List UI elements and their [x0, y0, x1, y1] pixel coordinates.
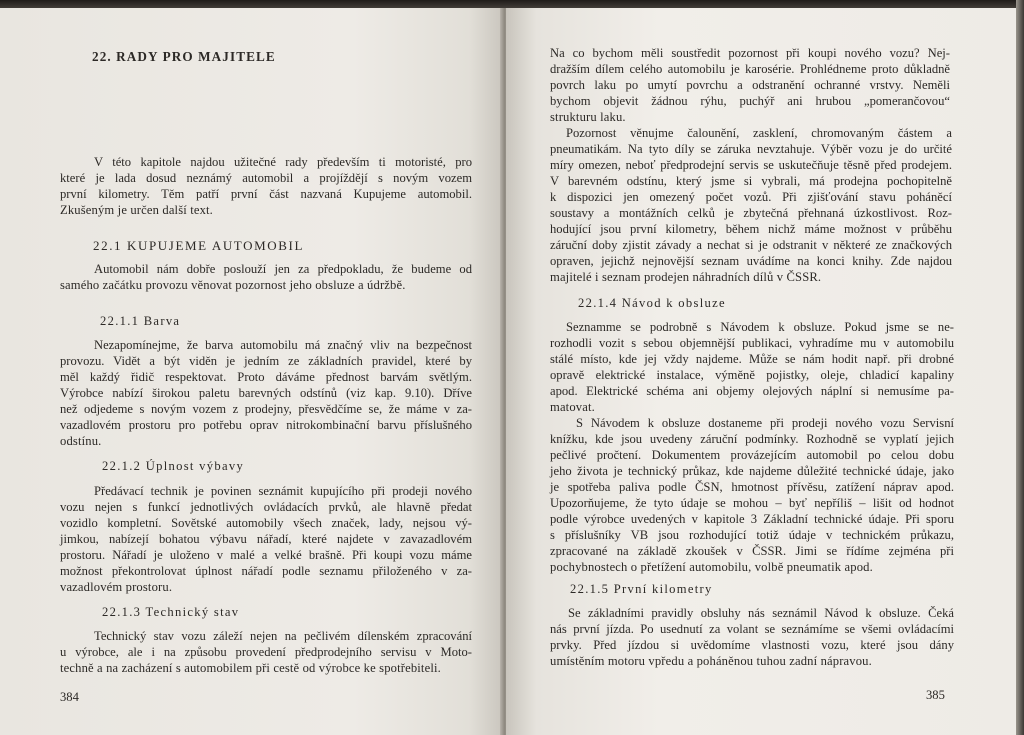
- text-line: měl každý řidič respektovat. Proto dáváme přednost barvám světlým.: [60, 370, 472, 384]
- text-line: Automobil nám dobře poslouží jen za předpokladu, že budeme od: [94, 262, 472, 276]
- text-line: Na co bychom měli soustředit pozornost při koupi nového vozu? Nej-: [550, 46, 950, 60]
- text-line: Se základními pravidly obsluhy nás seznámil Návod k obsluze. Čeká: [568, 606, 954, 620]
- text-line: Pozornost věnujme čalounění, zasklení, chromovaným částem a: [566, 126, 952, 140]
- text-line: vozidlo kompletní. Sovětské automobily všech značek, lady, nejsou vý-: [60, 516, 472, 530]
- text-line: Zkušeným je určen další text.: [60, 203, 213, 217]
- page-number: 385: [926, 688, 945, 702]
- text-line: dražším dílem celého automobilu je karosérie. Prohlédneme proto důkladně: [550, 62, 950, 76]
- subsection-heading-navod: 22.1.4 Návod k obsluze: [578, 296, 726, 310]
- text-line: samého začátku provozu věnovat pozornost jeho obsluze a údržbě.: [60, 278, 406, 292]
- scan-right-edge: [1016, 0, 1024, 735]
- text-line: k dispozici jen omezený počet vozů. Při zjišťování stavu poháněcí: [550, 190, 952, 204]
- text-line: které je lada dosud neznámý automobil a projíždějí s novým vozem: [60, 171, 472, 185]
- text-line: povrch laku po umytí povrchu a odstranění ochranné vrstvy. Neměli: [550, 78, 950, 92]
- subsection-heading-stav: 22.1.3 Technický stav: [102, 605, 240, 619]
- text-line: nás první jízda. Po usednutí za volant se seznámíme se všemi ovládacími: [550, 622, 954, 636]
- chapter-title: 22. RADY PRO MAJITELE: [92, 49, 276, 64]
- text-line: techně a na zacházení s automobilem při cestě od výrobce ke spotřebiteli.: [60, 661, 441, 675]
- text-line: Upozorňujeme, že tyto údaje se mohou – byť nepříliš – lišit od hodnot: [550, 496, 954, 510]
- text-line: s příslušníky VB jsou rozhodující totiž údaje v technickém průkazu,: [550, 528, 954, 542]
- text-line: strukturu laku.: [550, 110, 626, 124]
- text-line: opraven, jejichž nejnovější seznam uvádíme na konci knihy. Zde najdou: [550, 254, 952, 268]
- text-line: soustavy a montážních celků je zbytečná přehnaná úzkostlivost. Roz-: [550, 206, 952, 220]
- subsection-heading-km: 22.1.5 První kilometry: [570, 582, 713, 596]
- text-line: bychom objevit žádnou rýhu, puchýř ani hrubou „pomerančovou“: [550, 94, 950, 108]
- text-line: stálé místo, kde jej vždy najdeme. Může se nám hodit např. při drobné: [550, 352, 954, 366]
- text-line: odstínu.: [60, 434, 102, 448]
- text-line: provozu. Vidět a být viděn je jedním ze základních pravidel, které by: [60, 354, 472, 368]
- text-line: vazadlovém prostoru.: [60, 580, 173, 594]
- text-line: Technický stav vozu záleží nejen na pečlivém dílenském zpracování: [94, 629, 472, 643]
- text-line: Seznamme se podrobně s Návodem k obsluze. Pokud jsme se ne-: [566, 320, 954, 334]
- text-line: apod. Elektrické schéma ani objemy olejových náplní si nemusíme pa-: [550, 384, 954, 398]
- subsection-heading-uplnost: 22.1.2 Úplnost výbavy: [102, 459, 245, 473]
- section-heading: 22.1 KUPUJEME AUTOMOBIL: [93, 238, 304, 253]
- text-line: V barevném odstínu, který jsme si vybrali, má prodejna pochopitelně: [550, 174, 952, 188]
- text-line: u výrobce, ale i na způsobu provedení předprodejního servisu v Moto-: [60, 645, 472, 659]
- text-line: jeho života je technický průkaz, kde najdeme důležité technické údaje, jako: [550, 464, 954, 478]
- text-line: vozu nejen s funkcí jednotlivých ovládacích prvků, ale hlavně předat: [60, 500, 472, 514]
- text-line: míry omezen, neboť předprodejní servis se uskutečňuje těsně před prodejem.: [550, 158, 952, 172]
- text-line: Nezapomínejme, že barva automobilu má značný vliv na bezpečnost: [94, 338, 472, 352]
- text-line: knížku, kde jsou uvedeny záruční podmínky. Rozhodně se vyplatí jejich: [550, 432, 954, 446]
- text-line: majitelé i seznam prodejen náhradních dílů v ČSSR.: [550, 270, 822, 284]
- subsection-heading-barva: 22.1.1 Barva: [100, 314, 181, 328]
- text-line: vazadlovém prostoru pro potřebu oprav nitrokombinační barvu příslušného: [60, 418, 472, 432]
- text-line: možnost překontrolovat úplnost nářadí podle seznamu přiloženého v za-: [60, 564, 472, 578]
- text-line: je spotřeba paliva podle ČSN, hmotnost přívěsu, zatížení náprav apod.: [550, 480, 954, 494]
- text-line: V této kapitole najdou užitečné rady především ti motoristé, pro: [94, 155, 472, 169]
- text-line: Předávací technik je povinen seznámit kupujícího při prodeji nového: [94, 484, 472, 498]
- text-line: podle výrobce uvedených v kapitole 3 Základní technické údaje. Při sporu: [550, 512, 954, 526]
- text-line: matovat.: [550, 400, 595, 414]
- text-line: zpracované na základě zkoušek v ČSSR. Jimi se řídíme zejména při: [550, 544, 954, 558]
- text-line: pochybnostech o přetížení automobilu, volbě pneumatik apod.: [550, 560, 873, 574]
- right-page: [506, 8, 1016, 735]
- text-line: prostoru. Nářadí je uloženo v malé a velké brašně. Při koupi vozu máme: [60, 548, 472, 562]
- text-line: rozhodli vozit s sebou objemnější publikaci, vyhradíme mu v automobilu: [550, 336, 954, 350]
- left-page: [0, 8, 504, 735]
- text-line: první kilometry. Těm patří první část nazvaná Kupujeme automobil.: [60, 187, 472, 201]
- text-line: Výrobce nabízí širokou paletu barevných odstínů (viz kap. 9.10). Dříve: [60, 386, 472, 400]
- text-line: pneumatikám. Na tyto díly se záruka nevztahuje. Výběr vozu je do určité: [550, 142, 952, 156]
- text-line: pečlivé pročtení. Dokumentem provázejícím automobil po celou dobu: [550, 448, 954, 462]
- text-line: jimkou, nabízejí bohatou výbavu nářadí, které najdete v zavazadlovém: [60, 532, 472, 546]
- text-line: než odjedeme s novým vozem z prodejny, přesvědčíme se, že máme v za-: [60, 402, 472, 416]
- page-number: 384: [60, 690, 79, 704]
- text-line: umístěním motoru vpředu a poháněnou tuhou zadní nápravou.: [550, 654, 872, 668]
- text-line: záruční doby zjistit závady a nechat si je odstranit v některé ze značkových: [550, 238, 952, 252]
- text-line: S Návodem k obsluze dostaneme při prodeji nového vozu Servisní: [576, 416, 954, 430]
- text-line: opravě elektrické instalace, výměně pojistky, oleje, chladicí kapaliny: [550, 368, 954, 382]
- text-line: hodující jsou první kilometry, během nichž máme možnost v průběhu: [550, 222, 952, 236]
- text-line: prvky. Před jízdou si uvědomíme vlastnosti vozu, které jsou dány: [550, 638, 954, 652]
